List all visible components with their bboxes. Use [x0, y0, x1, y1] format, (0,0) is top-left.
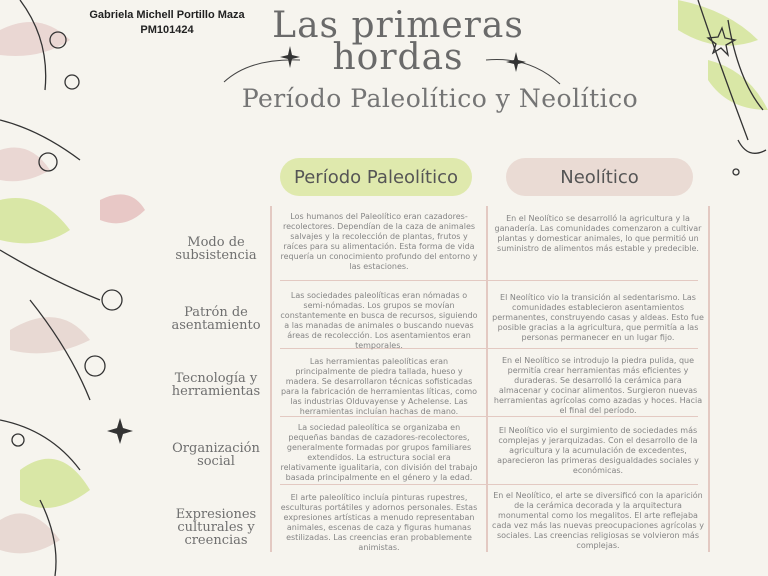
row-divider	[280, 484, 698, 485]
left-floral-decoration	[0, 0, 150, 576]
column-divider-center	[486, 206, 488, 552]
row-label-tecnologia: Tecnología y herramientas	[171, 371, 261, 399]
author-id: PM101424	[140, 24, 194, 36]
row-label-subsistencia: Modo de subsistencia	[175, 235, 257, 263]
cell-neolitico-asentamiento: El Neolítico vio la transición al sedentarismo. Las comunidades establecieron asentamientos permanentes, construyendo casas y aldeas. Esto fue posible gracias a la agricultura, que permitía a las personas permanecer en un lugar fijo.	[492, 293, 704, 342]
cell-neolitico-tecnologia: En el Neolítico se introdujo la piedra pulida, que permitía crear herramientas más eficientes y duraderas. Se desarrolló la cerámica para almacenar y cocinar alimentos. Surgieron nuevas herramientas agrícolas como azadas y hoces. Hacia el final del período.	[493, 356, 703, 415]
author-name: Gabriela Michell Portillo Maza	[89, 9, 245, 21]
title-line1: Las primeras	[272, 5, 524, 46]
column-header-paleolitico: Período Paleolítico	[280, 158, 472, 196]
cell-paleolitico-tecnologia: Las herramientas paleolíticas eran principalmente de piedra tallada, hueso y madera. Se desarrollaron técnicas sofisticadas para la fabricación de herramientas líticas, como las industrias Olduvayense y Achelense. Las herramientas incluían hachas de mano.	[280, 357, 478, 416]
cell-paleolitico-subsistencia: Los humanos del Paleolítico eran cazadores-recolectores. Dependían de la caza de animales salvajes y la recolección de plantas, frutos y raíces para su alimentación. Esta forma de vida requería un conocimiento profundo del entorno y las estaciones.	[280, 212, 478, 271]
cell-paleolitico-expresiones: El arte paleolítico incluía pinturas rupestres, esculturas portátiles y adornos personales. Estas expresiones artísticas a menudo representaban animales, escenas de caza y figuras humanas estilizadas. Las creencias eran probablemente animistas.	[280, 493, 478, 552]
cell-paleolitico-asentamiento: Las sociedades paleolíticas eran nómadas o semi-nómadas. Los grupos se movían constantemente en busca de recursos, siguiendo a las manadas de animales o buscando nuevas áreas de recolección. Los asentamientos eran temporales.	[280, 291, 478, 350]
row-divider	[280, 280, 698, 281]
page-title	[248, 5, 548, 78]
title-line2: hordas	[332, 37, 464, 78]
column-divider-left	[270, 206, 272, 552]
cell-neolitico-subsistencia: En el Neolítico se desarrolló la agricultura y la ganadería. Las comunidades comenzaron a cultivar plantas y domesticar animales, lo que permitió un suministro de alimentos más estable y predecible.	[494, 214, 702, 253]
row-label-expresiones: Expresiones culturales y creencias	[175, 507, 257, 548]
column-divider-right	[708, 206, 710, 552]
row-label-organizacion: Organización social	[172, 441, 260, 469]
column-header-neolitico: Neolítico	[506, 158, 693, 196]
cell-neolitico-organizacion: El Neolítico vio el surgimiento de sociedades más complejas y jerarquizadas. Con el desarrollo de la agricultura y la acumulación de excedentes, aparecieron las primeras desigualdades sociales y económicas.	[497, 426, 699, 475]
page-subtitle: Período Paleolítico y Neolítico	[241, 84, 639, 113]
cell-paleolitico-organizacion: La sociedad paleolítica se organizaba en pequeñas bandas de cazadores-recolectores, generalmente formadas por grupos familiares extendidos. La estructura social era relativamente igualitaria, con división del trabajo basada principalmente en el género y la edad.	[280, 423, 478, 482]
cell-neolitico-expresiones: En el Neolítico, el arte se diversificó con la aparición de la cerámica decorada y la arquitectura monumental como los megalitos. El arte reflejaba cada vez más las nuevas preocupaciones agrícolas y sociales. Las creencias religiosas se volvieron más complejas.	[492, 491, 704, 550]
row-label-asentamiento: Patrón de asentamiento	[171, 305, 261, 333]
author-block	[84, 8, 250, 38]
